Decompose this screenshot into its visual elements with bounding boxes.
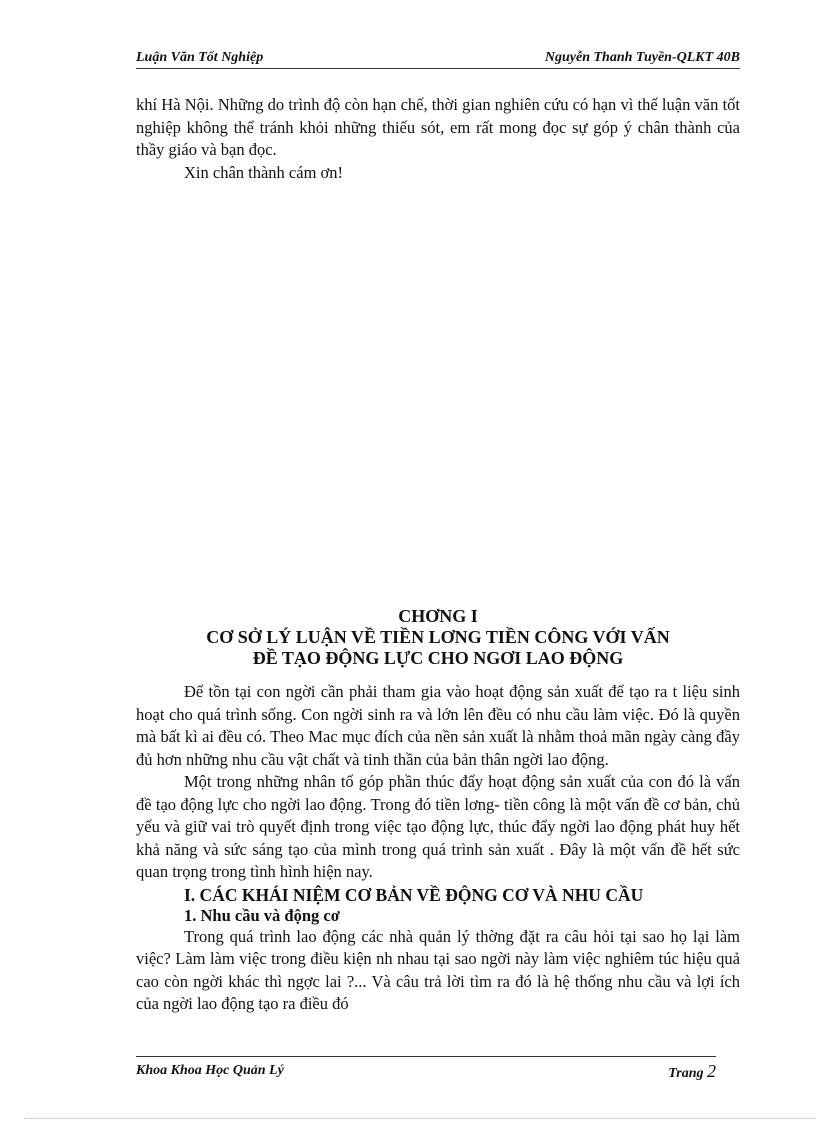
intro-paragraph: khí Hà Nội. Những do trình độ còn hạn chế, thời gian nghiên cứu có hạn vì thế luận văn tốt nghiệp không thể tránh khỏi những thiếu sót, em rất mong đọc sự góp ý chân thành của thầy giáo và bạn đọc. [136,95,740,159]
page-footer [136,1056,716,1081]
chapter-title-line-1: CƠ SỞ LÝ LUẬN VỀ TIỀN LƠNG TIỀN CÔNG VỚI VẤN [206,627,670,647]
header-thesis-title: Luận Văn Tốt Nghiệp [136,50,264,65]
footer-faculty: Khoa Khoa Học Quản Lý [136,1063,284,1078]
subsection-heading: 1. Nhu cầu và động cơ [184,905,340,925]
chapter-label: CHƠNG I [398,606,478,626]
intro-section [136,94,740,184]
chapter-heading [136,606,740,669]
thanks-line: Xin chân thành cám ơn! [184,162,344,182]
body-paragraph-2: Một trong những nhân tố góp phần thúc đẩy hoạt động sản xuất của con đó là vấn đề tạo động lực cho ngời lao động. Trong đó tiền lơng- tiền công là một vấn đề cơ bản, chủ yếu và giữ vai trò quyết định trong việc tạo động lực, thúc đẩy ngời lao động phát huy hết khả năng và sức sáng tạo của mình trong quá trình sản xuất . Đây là một vấn đề hết sức quan trọng trong tình hình hiện nay. [136,772,740,881]
body-paragraph-3: Trong quá trình lao động các nhà quản lý thờng đặt ra câu hỏi tại sao họ lại làm việc? Làm làm việc trong điều kiện nh nhau tại sao ngời này làm việc nghiêm túc hiệu quả cao còn ngời khác thì ngợc lai ?... Và câu trả lời tìm ra đó là hệ thống nhu cầu và lợi ích của ngời lao động tạo ra điều đó [136,926,740,1013]
body-paragraph-1: Để tồn tại con ngời cần phải tham gia vào hoạt động sản xuất để tạo ra t liệu sinh hoạt cho quá trình sống. Con ngời sinh ra và lớn lên đều có nhu cầu làm việc. Đó là quyền mà bất kì ai đều có. Theo Mac mục đích của nền sản xuất là nhằm thoả mãn ngày càng đầy đủ hơn những nhu cầu vật chất và tinh thần của bản thân ngời lao động. [136,682,740,769]
page-header [136,48,740,69]
footer-page-number: 2 [707,1061,716,1081]
chapter-body [136,681,740,1016]
footer-page-label: Trang [668,1066,704,1081]
section-heading: I. CÁC KHÁI NIỆM CƠ BẢN VỀ ĐỘNG CƠ VÀ NHU CẦU [184,884,644,905]
chapter-title-line-2: ĐỀ TẠO ĐỘNG LỰC CHO NGƠI LAO ĐỘNG [252,648,624,668]
footer-page [668,1061,716,1082]
page-bottom-divider [24,1118,816,1119]
header-author: Nguyễn Thanh Tuyền-QLKT 40B [544,50,740,65]
